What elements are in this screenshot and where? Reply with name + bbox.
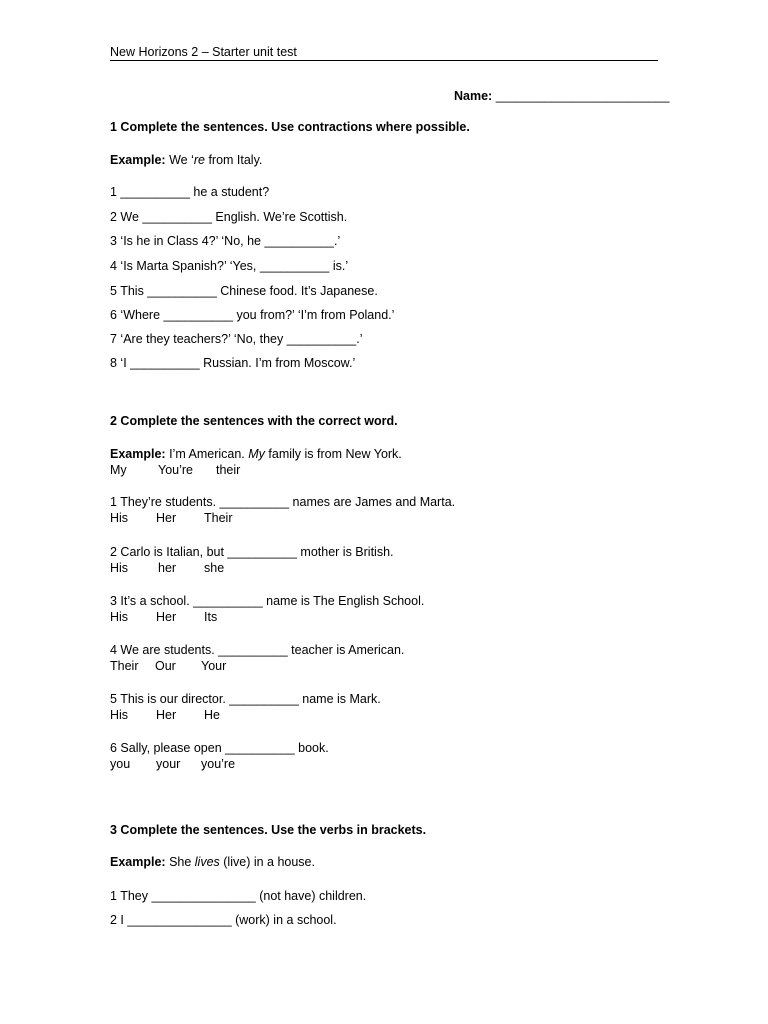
section2-item-6-options [110,756,235,772]
example-answer: lives [194,855,220,869]
example-text: from Italy. [204,153,263,167]
option-word[interactable]: Her [156,511,177,525]
section2-item-4-options [110,658,226,674]
option-word: their [216,463,241,477]
option-word[interactable]: Her [156,610,177,624]
section1-item-8[interactable]: 8 ‘I __________ Russian. I’m from Moscow.’ [110,356,356,370]
section2-item-2[interactable]: 2 Carlo is Italian, but __________ mother is British. [110,545,394,559]
option-word[interactable]: His [110,708,129,722]
section1-heading: 1 Complete the sentences. Use contractions where possible. [110,120,470,134]
section2-item-3-options [110,609,217,625]
page-header: New Horizons 2 – Starter unit test [110,44,658,61]
example-text: (live) in a house. [219,855,315,869]
section3-example [110,854,315,870]
name-blank[interactable]: _________________________ [492,89,670,103]
name-field[interactable] [454,88,670,104]
example-answer: My [248,447,265,461]
option-word[interactable]: you’re [201,757,236,771]
section3-heading: 3 Complete the sentences. Use the verbs in brackets. [110,823,427,837]
option-word[interactable]: He [204,708,220,722]
section2-item-1[interactable]: 1 They’re students. __________ names are James and Marta. [110,495,456,509]
option-word[interactable]: Its [204,610,218,624]
option-word[interactable]: you [110,757,131,771]
section2-item-5-options [110,707,220,723]
section1-item-4[interactable]: 4 ‘Is Marta Spanish?’ ‘Yes, __________ is.’ [110,259,349,273]
section2-item-6[interactable]: 6 Sally, please open __________ book. [110,741,329,755]
section2-item-2-options [110,560,224,576]
section1-item-7[interactable]: 7 ‘Are they teachers?’ ‘No, they __________.’ [110,332,363,346]
name-label: Name: [454,89,493,103]
option-word[interactable]: her [158,561,177,575]
option-word[interactable]: His [110,610,129,624]
example-answer: re [193,153,205,167]
example-label: Example: [110,855,166,869]
example-text: I’m American. [165,447,249,461]
option-word[interactable]: Her [156,708,177,722]
example-text: She [165,855,195,869]
example-label: Example: [110,447,166,461]
option-word[interactable]: Their [204,511,233,525]
section2-item-5[interactable]: 5 This is our director. __________ name is Mark. [110,692,381,706]
example-text: We ‘ [165,153,194,167]
option-word: You’re [158,463,193,477]
example-text: family is from New York. [264,447,402,461]
section2-item-1-options [110,510,232,526]
section2-example-options [110,462,240,478]
section2-item-3[interactable]: 3 It’s a school. __________ name is The English School. [110,594,425,608]
option-word[interactable]: your [156,757,181,771]
section1-item-6[interactable]: 6 ‘Where __________ you from?’ ‘I’m from Poland.’ [110,308,395,322]
section1-example [110,152,262,168]
option-word: My [110,463,127,477]
section1-item-2[interactable]: 2 We __________ English. We’re Scottish. [110,210,348,224]
option-word[interactable]: Their [110,659,139,673]
section3-item-2[interactable]: 2 I _______________ (work) in a school. [110,913,337,927]
option-word[interactable]: His [110,561,129,575]
option-word[interactable]: Your [201,659,227,673]
section1-item-1[interactable]: 1 __________ he a student? [110,185,270,199]
section3-item-1[interactable]: 1 They _______________ (not have) children. [110,889,367,903]
section2-item-4[interactable]: 4 We are students. __________ teacher is American. [110,643,405,657]
section1-item-5[interactable]: 5 This __________ Chinese food. It’s Japanese. [110,284,378,298]
example-label: Example: [110,153,166,167]
section1-item-3[interactable]: 3 ‘Is he in Class 4?’ ‘No, he __________.’ [110,234,341,248]
option-word[interactable]: His [110,511,129,525]
option-word[interactable]: she [204,561,225,575]
section2-heading: 2 Complete the sentences with the correct word. [110,414,398,428]
option-word[interactable]: Our [155,659,176,673]
section2-example [110,446,402,462]
